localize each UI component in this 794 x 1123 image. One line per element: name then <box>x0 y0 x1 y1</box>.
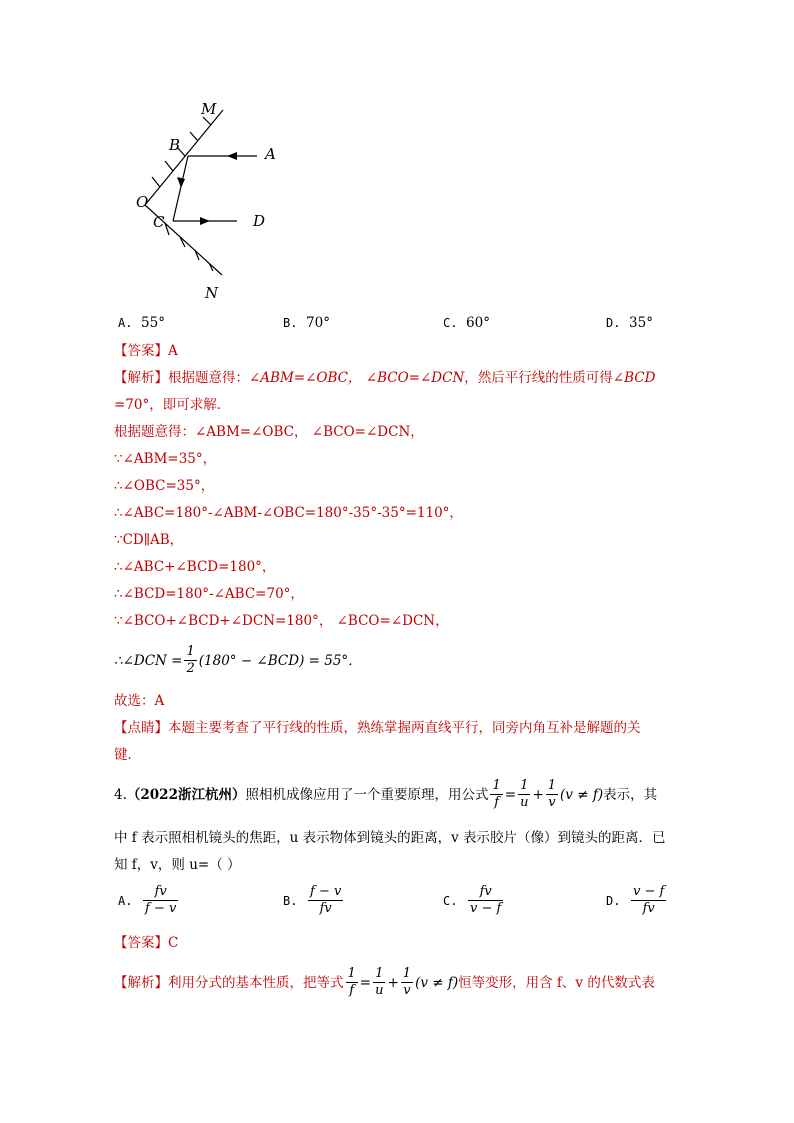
q4-option-a: A. $\frac{fv}{f - v}$ <box>118 884 177 916</box>
q3-option-b: B. 70° <box>283 315 330 331</box>
arrow-bc <box>177 177 185 188</box>
label-m: M <box>201 100 217 118</box>
q3-option-a: A. 55° <box>118 315 165 331</box>
q3-step-5: ∵CD∥AB， <box>114 532 184 548</box>
geometry-figure <box>125 95 295 314</box>
q4-stem-line1: 4. （2022浙江杭州） 照相机成像应用了一个重要原理，用公式 $\frac{1}{f}$ = $\frac{1}{u}$ + $\frac{1}{v}$ (v ≠ f) 表示，其 <box>114 778 658 810</box>
q4-answer: 【答案】C <box>114 935 179 951</box>
q4-analysis: 【解析】 利用分式的基本性质，把等式 $\frac{1}{f}$ = $\frac{1}{u}$ + $\frac{1}{v}$ (v ≠ f) 恒等变形，用含 f、v 的代数式表 <box>114 966 655 998</box>
arrow-cd <box>200 217 210 225</box>
label-a: A <box>265 145 276 163</box>
ray-bc <box>173 156 188 221</box>
q3-step-7: ∴∠BCD=180°-∠ABC=70°， <box>114 586 304 602</box>
label-n: N <box>205 284 219 302</box>
q3-step-8: ∵∠BCO+∠BCD+∠DCN=180°， ∠BCO=∠DCN， <box>114 613 449 629</box>
q3-analysis-line2: =70°，即可求解． <box>114 397 231 413</box>
q3-final-equation: ∴∠DCN = $\frac{1}{2}$ (180° − ∠BCD) = 55°． <box>114 644 362 676</box>
label-c: C <box>153 213 165 231</box>
q3-step-1: 根据题意得：∠ABM=∠OBC， ∠BCO=∠DCN， <box>114 424 424 440</box>
question-source: （2022浙江杭州） <box>126 786 246 803</box>
q3-step-3: ∴∠OBC=35°， <box>114 478 215 494</box>
answer-tag: 【答案】 <box>114 343 168 359</box>
fraction-one-half: $\frac{1}{2}$ <box>186 644 195 676</box>
q3-comment-line1: 【点睛】本题主要考查了平行线的性质，熟练掌握两直线平行，同旁内角互补是解题的关 <box>114 720 641 736</box>
q4-option-d: D. $\frac{v - f}{fv}$ <box>606 884 665 916</box>
q3-step-4: ∴∠ABC=180°-∠ABM-∠OBC=180°-35°-35°=110°， <box>114 505 463 521</box>
q4-option-b: B. $\frac{f - v}{fv}$ <box>283 884 342 916</box>
q3-step-2: ∵∠ABM=35°， <box>114 451 217 467</box>
q4-stem-line3: 知 f，v，则 u=（ ） <box>114 857 241 873</box>
label-b: B <box>169 136 181 154</box>
q3-option-d: D. 35° <box>606 315 653 331</box>
q3-step-6: ∴∠ABC+∠BCD=180°， <box>114 559 276 575</box>
q4-stem-line2: 中 f 表示照相机镜头的焦距，u 表示物体到镜头的距离，v 表示胶片（像）到镜头的距离．已 <box>114 830 666 846</box>
q3-choose: 故选：A <box>114 693 165 709</box>
mirror-om <box>145 110 223 205</box>
label-o: O <box>136 193 149 211</box>
q3-comment-line2: 键． <box>114 747 141 763</box>
q3-answer: 【答案】A <box>114 343 178 359</box>
arrow-ab <box>227 152 237 160</box>
label-d: D <box>253 212 266 230</box>
q4-option-c: C. $\frac{fv}{v - f}$ <box>443 884 502 916</box>
mirror-reflection-diagram <box>125 95 295 310</box>
q3-option-c: C. 60° <box>443 315 490 331</box>
q3-analysis-line1: 【解析】根据题意得：∠ABM=∠OBC， ∠BCO=∠DCN，然后平行线的性质可得∠BCD <box>114 370 656 386</box>
